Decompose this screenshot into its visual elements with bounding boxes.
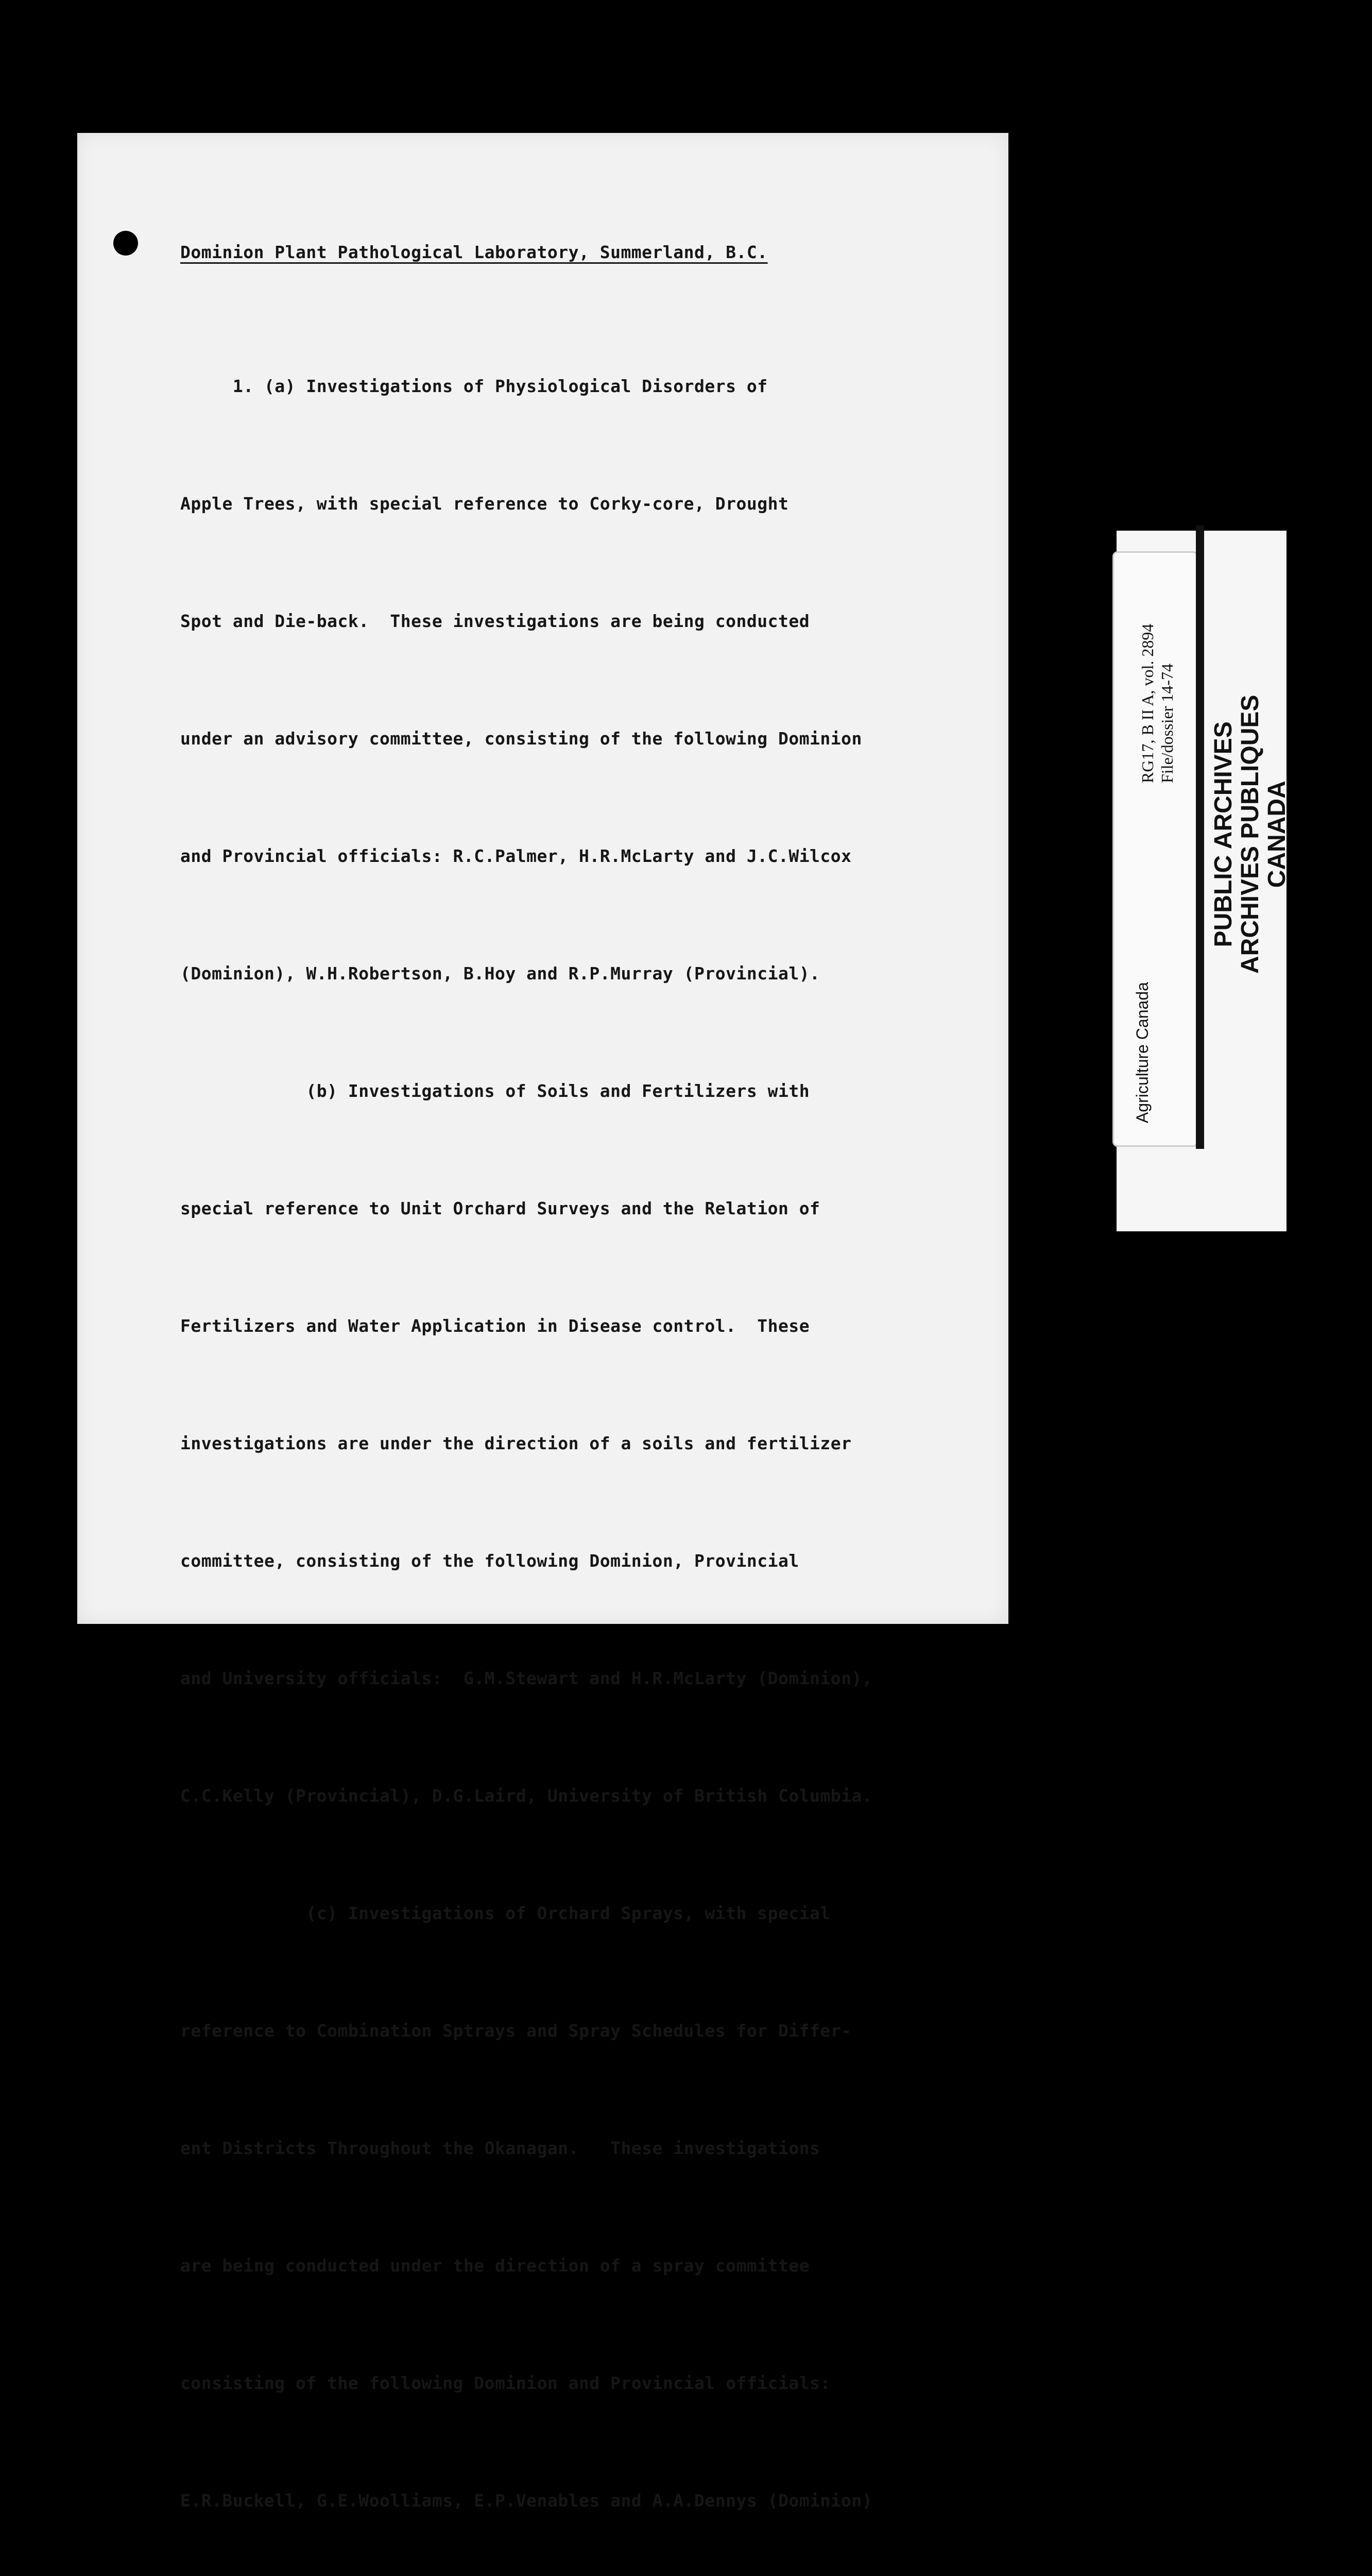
archive-repository-line: ARCHIVES PUBLIQUES [1237, 694, 1264, 974]
body-line: C.C.Kelly (Provincial), D.G.Laird, University of British Columbia. [180, 1786, 873, 1806]
body-line: consisting of the following Dominion and Provincial officials: [180, 2373, 831, 2393]
body-line: investigations are under the direction of a soils and fertilizer [180, 1433, 852, 1453]
archive-department: Agriculture Canada [1133, 982, 1152, 1123]
body-line: special reference to Unit Orchard Surveys and the Relation of [180, 1198, 820, 1218]
document-heading: Dominion Plant Pathological Laboratory, Summerland, B.C. [180, 242, 768, 262]
archive-label-divider [1196, 526, 1204, 1149]
archive-file-number: File/dossier 14-74 [1158, 664, 1176, 783]
body-line: and Provincial officials: R.C.Palmer, H.R.McLarty and J.C.Wilcox [180, 846, 852, 866]
archive-repository [1210, 695, 1291, 974]
body-line: 1. (a) Investigations of Physiological Disorders of [180, 376, 768, 396]
archive-reference: RG17, B II A, vol. 2894 [1138, 623, 1157, 783]
body-line: under an advisory committee, consisting of the following Dominion [180, 728, 862, 749]
document-body [180, 289, 872, 2576]
body-line: are being conducted under the direction of a spray committee [180, 2256, 810, 2276]
body-line: Spot and Die-back. These investigations are being conducted [180, 611, 810, 631]
body-line: E.R.Buckell, G.E.Woolliams, E.P.Venables and A.A.Dennys (Dominion) [180, 2490, 873, 2511]
body-line: (b) Investigations of Soils and Fertilizers with [180, 1081, 810, 1101]
body-line: Apple Trees, with special reference to Corky-core, Drought [180, 494, 789, 514]
punch-hole [113, 231, 138, 256]
body-line: and University officials: G.M.Stewart and H.R.McLarty (Dominion), [180, 1668, 873, 1688]
archive-repository-line: CANADA [1263, 781, 1291, 888]
body-line: (c) Investigations of Orchard Sprays, with special [180, 1903, 831, 1923]
body-line: (Dominion), W.H.Robertson, B.Hoy and R.P.Murray (Provincial). [180, 963, 820, 984]
archive-repository-line: PUBLIC ARCHIVES [1210, 721, 1237, 947]
body-line: Fertilizers and Water Application in Disease control. These [180, 1316, 810, 1336]
body-line: reference to Combination Sptrays and Spray Schedules for Differ- [180, 2021, 852, 2041]
body-line: committee, consisting of the following Dominion, Provincial [180, 1551, 799, 1571]
body-line: ent Districts Throughout the Okanagan. These investigations [180, 2138, 820, 2158]
